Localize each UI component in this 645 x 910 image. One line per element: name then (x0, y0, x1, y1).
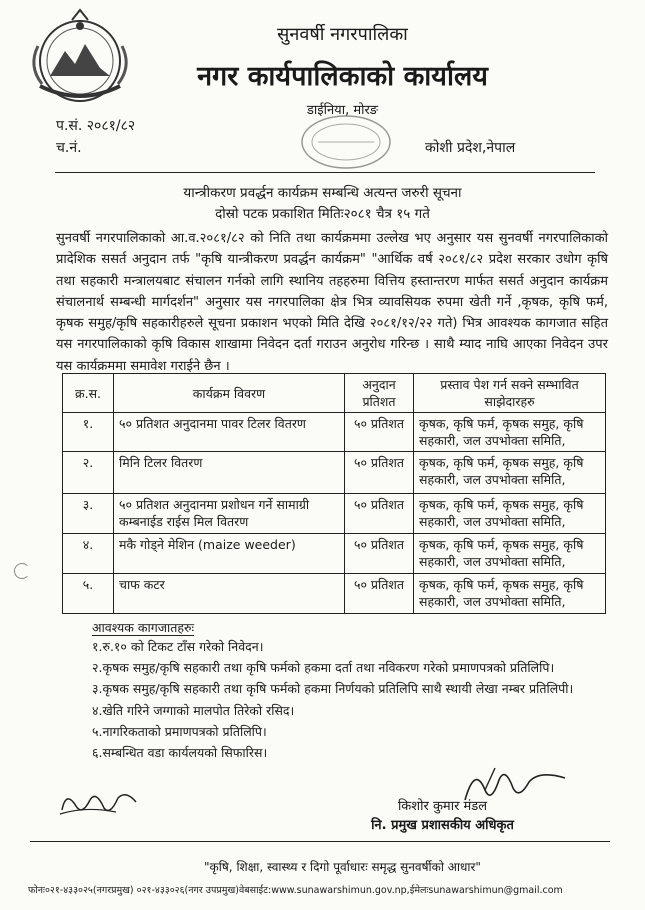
office-place: डाईनिया, मोरङ (306, 103, 379, 118)
list-item: १.रु.१० को टिकट टाँस गरेको निवेदन। (92, 639, 264, 654)
row-partners: कृषक, कृषि फर्म, कृषक समुह, कृषि सहकारी, जल उपभोक्ता समिति, (414, 494, 606, 534)
row-program: चाफ कटर (114, 574, 345, 614)
header-divider (55, 172, 595, 173)
documents-list (92, 636, 573, 763)
row-serial: ५. (63, 574, 114, 614)
office-stamp-icon (298, 112, 394, 172)
row-grant: ५० प्रतिशत (345, 452, 414, 494)
table-row (63, 534, 606, 574)
notice-title: यान्त्रीकरण प्रवर्द्धन कार्यक्रम सम्बन्धि अत्यन्त जरुरी सूचना (183, 185, 462, 201)
list-item: ५.नागरिकताको प्रमाणपत्रको प्रतिलिपि। (92, 723, 267, 739)
row-serial: १. (63, 413, 114, 452)
notice-subtitle: दोस्रो पटक प्रकाशित मितिः२०८१ चैत्र १५ गते (215, 206, 430, 222)
municipality-name: सुनवर्षी नगरपालिका (277, 24, 408, 45)
row-grant: ५० प्रतिशत (345, 534, 414, 574)
footer-divider (30, 841, 610, 842)
row-partners: कृषक, कृषि फर्म, कृषक समुह, कृषि सहकारी, जल उपभोक्ता समिति, (414, 452, 606, 494)
header-program: कार्यक्रम विवरण (114, 374, 345, 413)
list-item: २.कृषक समुह/कृषि सहकारी तथा कृषि फर्मको हकमा दर्ता तथा नविकरण गरेको प्रमाणपत्रको प्रतिलिपि। (92, 660, 555, 676)
row-partners: कृषक, कृषि फर्म, कृषक समुह, कृषि सहकारी, जल उपभोक्ता समिति, (414, 413, 606, 452)
row-serial: २. (63, 452, 114, 494)
table-row (63, 494, 606, 534)
row-program: मकै गोड्ने मेशिन (maize weeder) (114, 534, 345, 574)
row-program: ५० प्रतिशत अनुदानमा प्रशोधन गर्ने सामाग्री कम्बनाईड राईस मिल वितरण (114, 494, 345, 534)
list-item: ६.सम्बन्धित वडा कार्यलयको सिफारिस। (92, 745, 268, 761)
signer-title: नि. प्रमुख प्रशासकीय अधिकृत (371, 818, 514, 833)
header-grant: अनुदान प्रतिशत (345, 374, 414, 413)
row-serial: ३. (63, 494, 114, 534)
office-name: नगर कार्यपालिकाको कार्यालय (197, 61, 488, 92)
header-serial: क्र.स. (63, 374, 114, 413)
province-label: कोशी प्रदेश,नेपाल (425, 140, 516, 156)
row-partners: कृषक, कृषि फर्म, कृषक समुह, कृषि सहकारी, जल उपभोक्ता समिति, (414, 574, 606, 614)
row-grant: ५० प्रतिशत (345, 413, 414, 452)
table-row (63, 413, 606, 452)
row-partners: कृषक, कृषि फर्म, कृषक समुह, कृषि सहकारी, जल उपभोक्ता समिति, (414, 534, 606, 574)
program-table (62, 373, 606, 614)
row-grant: ५० प्रतिशत (345, 574, 414, 614)
row-program: ५० प्रतिशत अनुदानमा पावर टिलर वितरण (114, 413, 345, 452)
punch-hole-mark (14, 563, 30, 579)
notice-body: सुनवर्षी नगरपालिकाको आ.व.२०८१/८२ को निति तथा कार्यक्रममा उल्लेख भए अनुसार यस सुनवर्षी नगरपालिकाको प्रादेशिक ससर्त अनुदान तर्फ "कृषि यान्त्रीकरण प्रवर्द्धन कार्यक्रम" "आर्थिक वर्ष २०८१/८२ प्रदेश सरकार उधोग कृषि तथा सहकारी मन्त्रालयबाट संचालन गर्नको लागि स्थानिय तहहरुमा वित्तिय हस्तान्तरण मार्फत ससर्त अनुदान कार्यक्रम संचालनार्थ सम्बन्धी मार्गदर्शन" अनुसार यस नगरपालिका क्षेत्र भित्र व्यावसियक रुपमा खेती गर्ने ,कृषक, कृषि फर्म, कृषक समुह/कृषि सहकारीहरुले सूचना प्रकाशन भएको मिति देखि २०८१/१२/२२ गते) भित्र आवश्यक कागजात सहित यस नगरपालिकाको कृषि विकास शाखामा निवेदन दर्ता गराउन अनुरोध गरिन्छ । साथै म्याद नाघि आएका निवेदन उपर यस कार्यक्रममा समावेश गराईने छैन । (56, 231, 608, 374)
documents-heading: आवश्यक कागजातहरुः (92, 620, 195, 635)
table-row (63, 574, 606, 614)
footer-slogan: "कृषि, शिक्षा, स्वास्थ्य र दिगो पूर्वाधारः समृद्ध सुनवर्षीको आधार" (204, 860, 481, 874)
table-row (63, 452, 606, 494)
list-item: ३.कृषक समुह/कृषि सहकारी तथा कृषि फर्मको हकमा निर्णयको प्रतिलिपि साथै स्थायी लेखा नम्बर प्रतिलिपी। (92, 681, 574, 697)
row-program: मिनि टिलर वितरण (114, 452, 345, 494)
signer-name: किशोर कुमार मंडल (397, 799, 488, 814)
list-item: ४.खेति गरिने जग्गाको मालपोत तिरेको रसिद। (92, 702, 295, 718)
footer-contact: फोनः०२१-४३३०२५(नगरप्रमुख) ०२१-४३३०२६(नगर उपप्रमुख)वेबसाईट:www.sunawarshimun.gov.np,ईमेलःsunawarshimun@gmail.com (28, 885, 563, 896)
header-partners: प्रस्ताव पेश गर्न सक्ने सम्भावित साझेदारहरु (414, 374, 606, 413)
dispatch-number: च.नं. (56, 140, 82, 156)
table-header-row (63, 374, 606, 413)
row-grant: ५० प्रतिशत (345, 494, 414, 534)
reference-number: प.सं. २०८१/८२ (56, 118, 136, 134)
row-serial: ४. (63, 534, 114, 574)
